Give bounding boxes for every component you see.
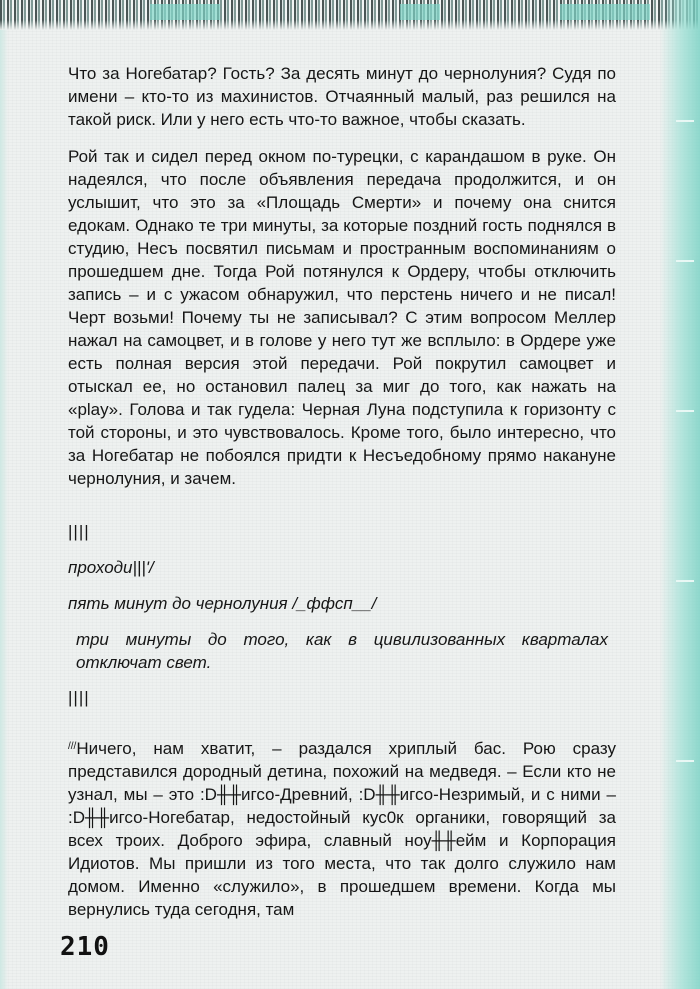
edge-tick <box>676 760 694 762</box>
interlude-line: пять минут до чернолуния /_ффсп__/ <box>68 594 377 613</box>
interlude-line: три минуты до того, как в цивилизованных кварталах отключат свет. <box>76 630 608 672</box>
glitch-mark: /// <box>68 741 77 752</box>
glitch-block <box>560 4 650 20</box>
paragraph-text: Ничего, нам хватит, – раздался хриплый бас. Рою сразу представился дородный детина, похожий на медведя. – Если кто не узнал, мы – это :D╫╫игсо-Древний, :D╫╫игсо-Незримый, и с ними – :D╫╫игсо-Ногебатар, недостойный кус0к органики, говорящий за всех троих. Доброго эфира, славный ноу╫╫ейм и Корпорация Идиотов. Мы пришли из того места, что так долго служило нам домом. Именно «служило», в прошедшем времени. Когда мы вернулись туда сегодня, там <box>68 739 616 919</box>
glitch-block <box>400 4 440 20</box>
paragraph <box>68 737 616 921</box>
page-number: 210 <box>60 932 110 962</box>
glitch-block <box>150 4 220 20</box>
interlude-bars-top: |||| <box>68 522 90 541</box>
paragraph: Рой так и сидел перед окном по-турецки, с карандашом в руке. Он надеялся, что после объявления передача продолжится, и он услышит, что это за «Площадь Смерти» и почему она снится едокам. Однако те три минуты, за которые поздний гость поднялся в студию, Несъ посвятил письмам и пространным воспоминаниям о прошедшем дне. Тогда Рой потянулся к Ордеру, чтобы отключить запись – и с ужасом обнаружил, что перстень ничего и не писал! Черт возьми! Почему ты не записывал? С этим вопросом Меллер нажал на самоцвет, и в голове у него тут же всплыло: в Ордере уже есть полная версия этой передачи. Рой покрутил самоцвет и отыскал ее, но остановил палец за миг до того, как нажать на «play». Голова и так гудела: Черная Луна подступила к горизонту с той стороны, и это чувствовалось. Кроме того, было интересно, что за Ногебатар не побоялся придти к Несъедобному прямо накануне чернолуния, и зачем. <box>68 147 616 488</box>
edge-tick <box>676 410 694 412</box>
interlude-line: проходи|||'/ <box>68 558 154 577</box>
left-edge-decoration <box>0 0 8 989</box>
body-text <box>68 62 616 921</box>
edge-tick <box>676 580 694 582</box>
right-edge-decoration <box>660 0 700 989</box>
edge-tick <box>676 260 694 262</box>
top-glitch-band <box>0 0 700 30</box>
edge-tick <box>676 120 694 122</box>
paragraph: Что за Ногебатар? Гость? За десять минут до чернолуния? Судя по имени – кто-то из махинистов. Отчаянный малый, раз решился на такой риск. Или у него есть что-то важное, чтобы сказать. <box>68 64 616 129</box>
interlude-bars-bottom: |||| <box>68 688 90 707</box>
